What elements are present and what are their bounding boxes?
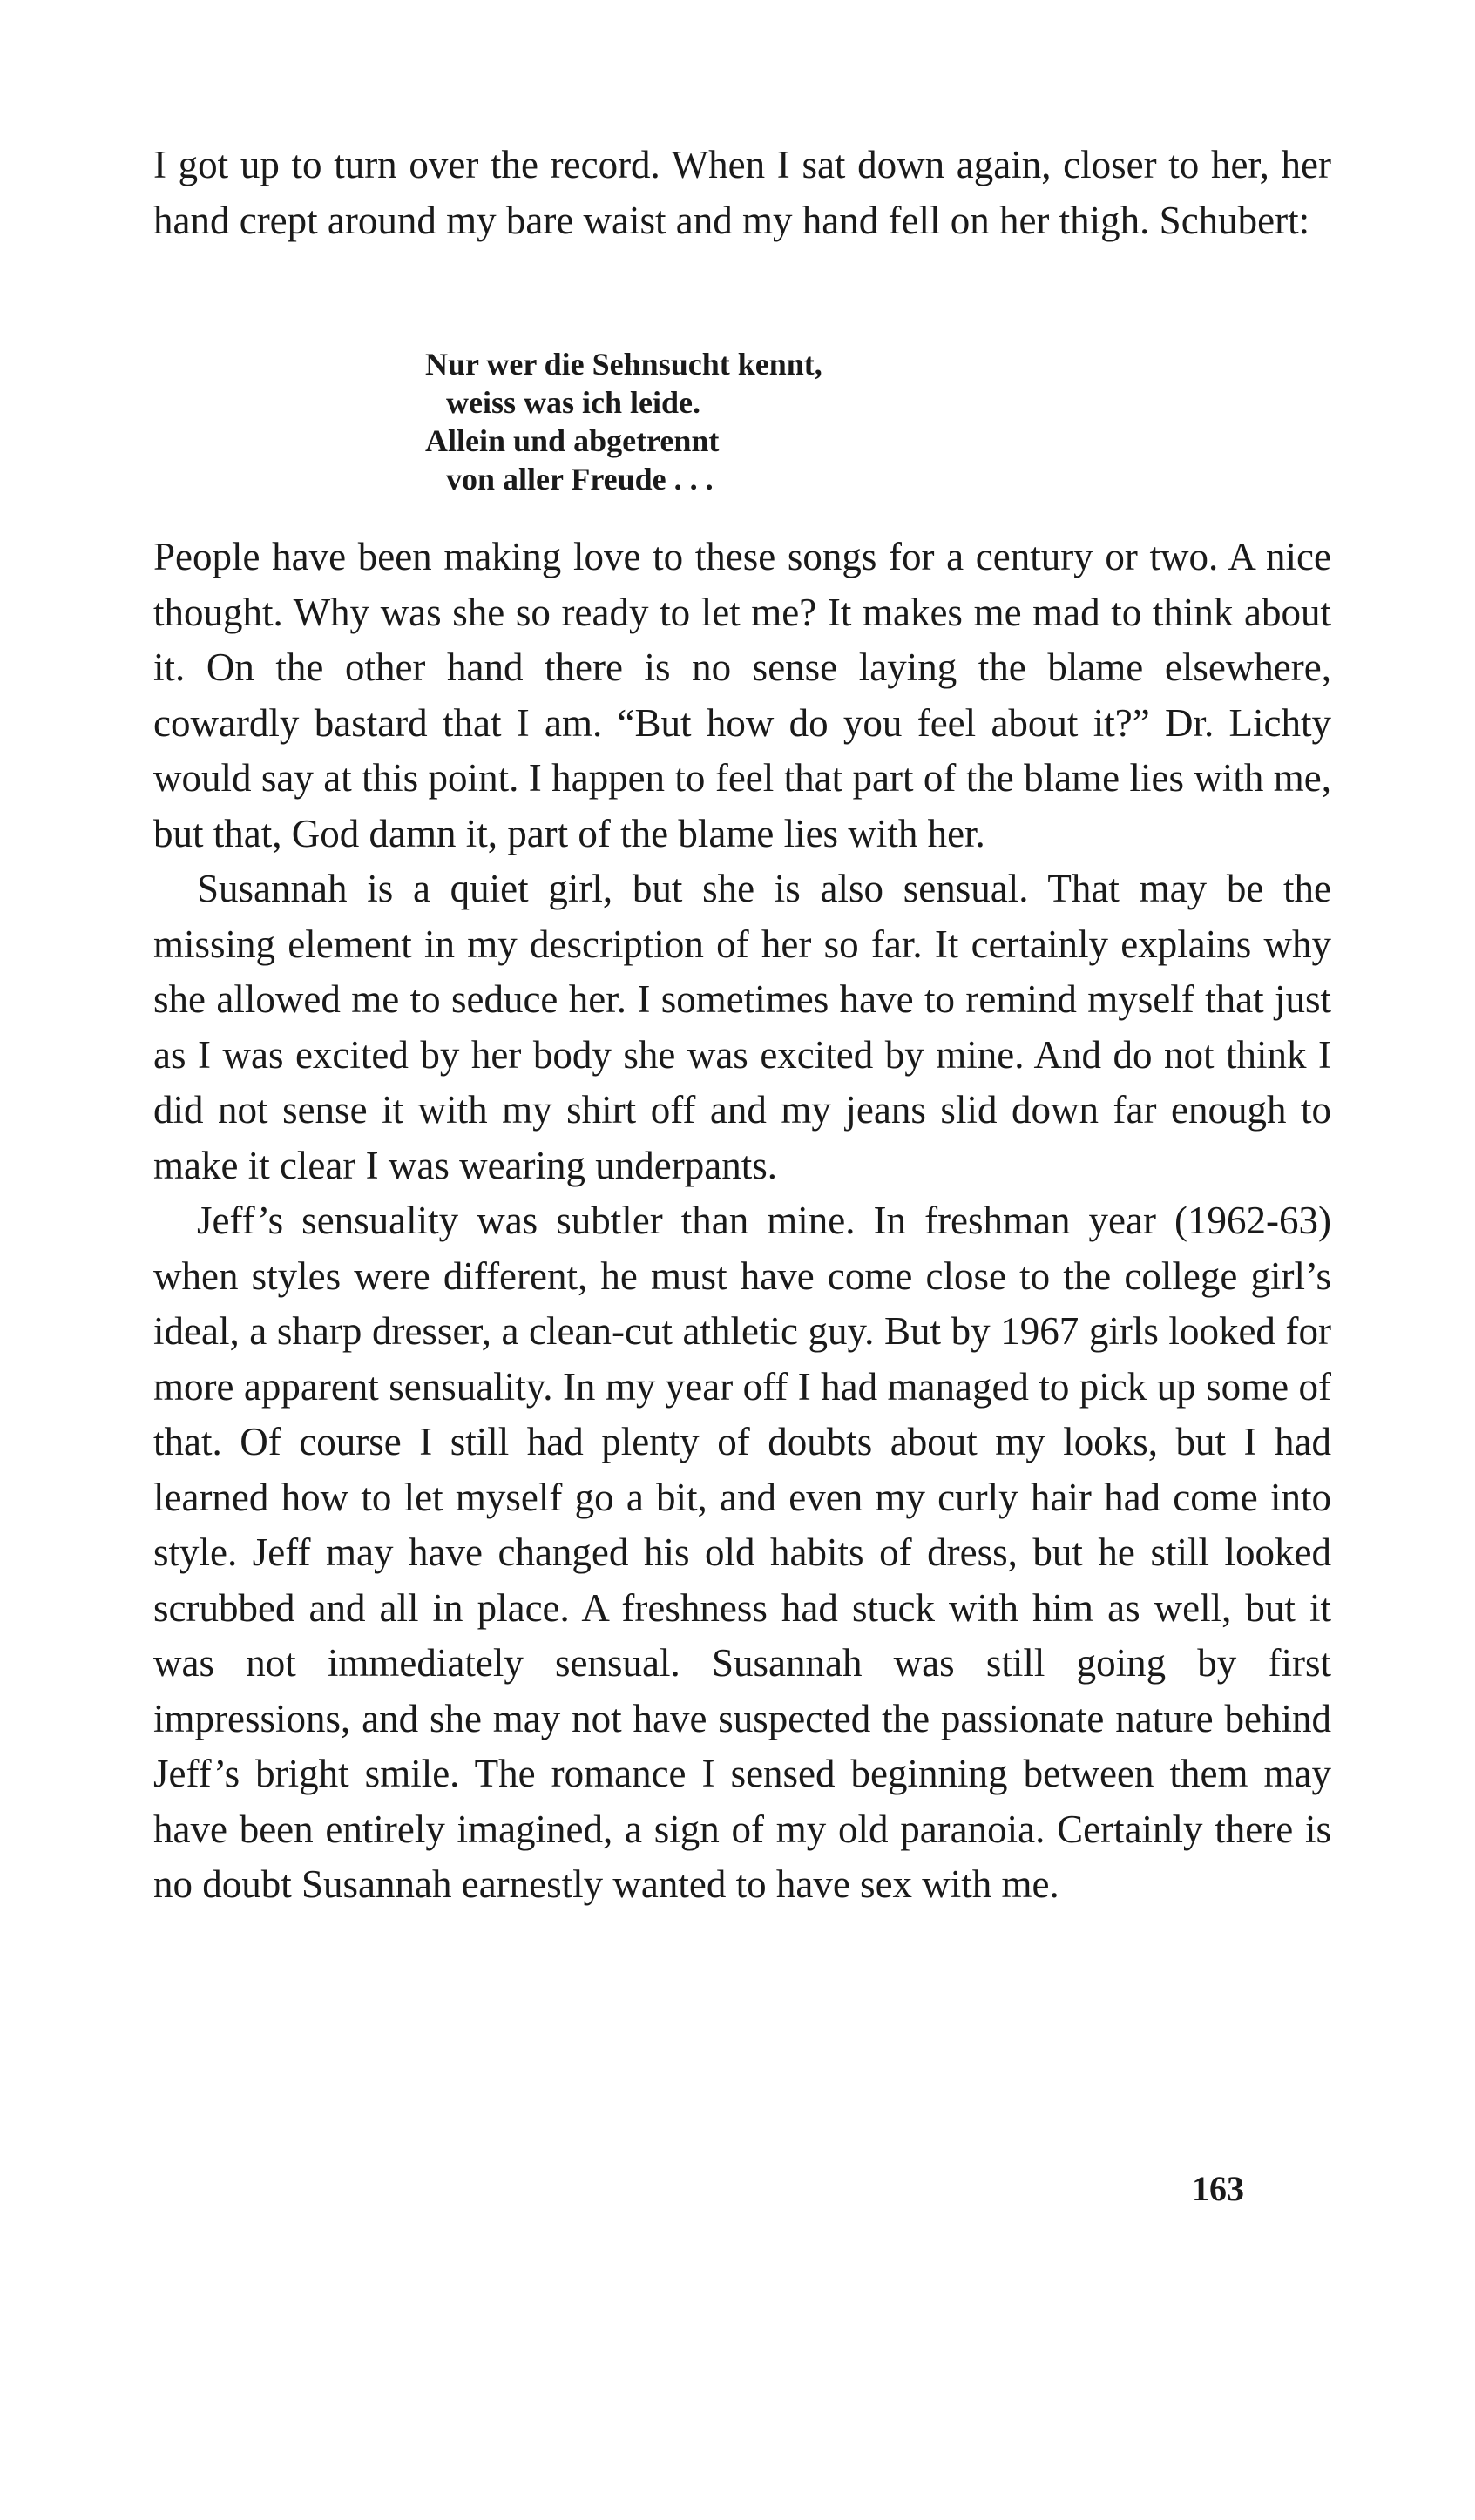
- verse-line-2: weiss was ich leide.: [446, 385, 700, 420]
- verse-line-1: Nur wer die Sehnsucht kennt,: [425, 347, 822, 382]
- verse-line-3: Allein und abgetrennt: [425, 423, 720, 458]
- paragraph-intro: I got up to turn over the record. When I sat down again, closer to her, her hand crept around my bare waist and my hand fell on her thigh. Schubert:: [153, 143, 1331, 242]
- page-number: 163: [1192, 2169, 1244, 2208]
- paragraph-1: People have been making love to these songs for a century or two. A nice thought. Why was she so ready to let me? It makes me mad to think about it. On the other hand there is no sense laying the blame elsewhere, cowardly bastard that I am. “But how do you feel about it?” Dr. Lichty would say at this point. I happen to feel that part of the blame lies with me, but that, God damn it, part of the blame lies with her.: [153, 535, 1331, 855]
- body-text: [153, 530, 1331, 1913]
- verse-line-4: von aller Freude . . .: [446, 462, 714, 497]
- paragraph-3: Jeff’s sensuality was subtler than mine. In freshman year (1962-63) when styles were different, he must have come close to the college girl’s ideal, a sharp dresser, a clean-cut athletic guy. But by 1967 girls looked for more apparent sensuality. In my year off I had managed to pick up some of that. Of course I still had plenty of doubts about my looks, but I had learned how to let myself go a bit, and even my curly hair had come into style. Jeff may have changed his old habits of dress, but he still looked scrubbed and all in place. A freshness had stuck with him as well, but it was not immediately sensual. Susannah was still going by first impressions, and she may not have suspected the passionate nature behind Jeff’s bright smile. The romance I sensed beginning between them may have been entirely imagined, a sign of my old paranoia. Certainly there is no doubt Susannah earnestly wanted to have sex with me.: [153, 1199, 1331, 1906]
- paragraph-2: Susannah is a quiet girl, but she is also sensual. That may be the missing element in my description of her so far. It certainly explains why she allowed me to seduce her. I sometimes have to remind myself that just as I was excited by her body she was excited by mine. And do not think I did not sense it with my shirt off and my jeans slid down far enough to make it clear I was wearing underpants.: [153, 867, 1331, 1187]
- verse-quote: [425, 345, 822, 498]
- intro-text: [153, 138, 1331, 248]
